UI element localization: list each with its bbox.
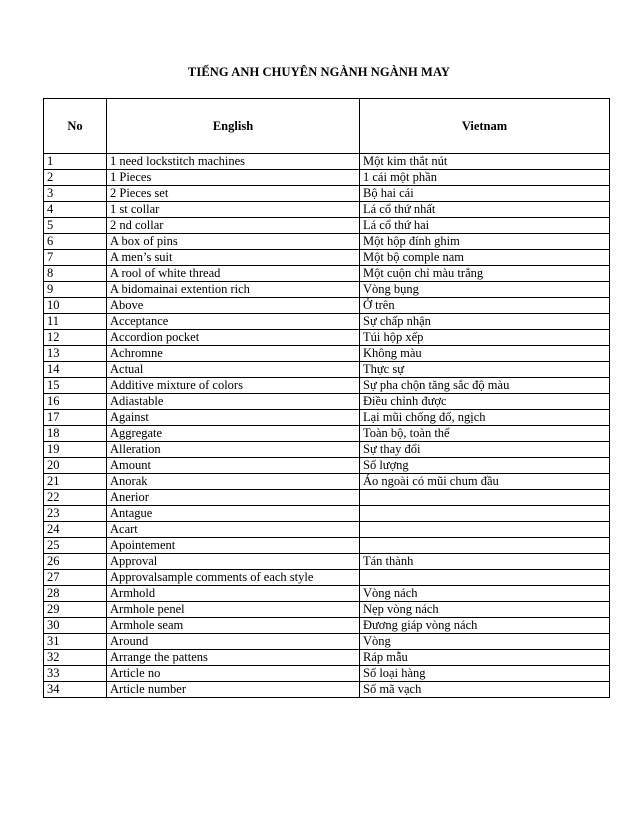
vietnamese-term (360, 570, 610, 586)
vietnamese-term (360, 538, 610, 554)
english-term: A box of pins (107, 234, 360, 250)
row-number: 34 (44, 682, 107, 698)
table-row (44, 490, 610, 506)
english-term: Alleration (107, 442, 360, 458)
vietnamese-term: Sự thay đổi (360, 442, 610, 458)
vietnamese-term: Một cuộn chỉ màu trắng (360, 266, 610, 282)
row-number: 16 (44, 394, 107, 410)
english-term: Approval (107, 554, 360, 570)
row-number: 5 (44, 218, 107, 234)
row-number: 2 (44, 170, 107, 186)
row-number: 31 (44, 634, 107, 650)
table-row (44, 474, 610, 490)
row-number: 32 (44, 650, 107, 666)
table-row (44, 410, 610, 426)
table-row (44, 554, 610, 570)
vietnamese-term: Áo ngoài có mũi chum đầu (360, 474, 610, 490)
english-term: Achromne (107, 346, 360, 362)
row-number: 3 (44, 186, 107, 202)
table-row (44, 458, 610, 474)
row-number: 33 (44, 666, 107, 682)
table-row (44, 506, 610, 522)
table-row (44, 202, 610, 218)
table-row (44, 330, 610, 346)
table-row (44, 266, 610, 282)
vietnamese-term: Vòng (360, 634, 610, 650)
vietnamese-term: Vòng nách (360, 586, 610, 602)
vietnamese-term: Sự chấp nhận (360, 314, 610, 330)
row-number: 1 (44, 154, 107, 170)
row-number: 30 (44, 618, 107, 634)
vietnamese-term: Sự pha chộn tăng sắc độ màu (360, 378, 610, 394)
table-row (44, 314, 610, 330)
row-number: 8 (44, 266, 107, 282)
row-number: 28 (44, 586, 107, 602)
table-row (44, 282, 610, 298)
english-term: 1 need lockstitch machines (107, 154, 360, 170)
table-row (44, 250, 610, 266)
english-term: A rool of white thread (107, 266, 360, 282)
english-term: Adiastable (107, 394, 360, 410)
row-number: 19 (44, 442, 107, 458)
table-row (44, 186, 610, 202)
english-term: Acart (107, 522, 360, 538)
english-term: Armhole seam (107, 618, 360, 634)
english-term: A bidomainai extention rich (107, 282, 360, 298)
vietnamese-term: Một bộ comple nam (360, 250, 610, 266)
vietnamese-term: Lại mũi chống đổ, ngịch (360, 410, 610, 426)
table-row (44, 682, 610, 698)
table-row (44, 378, 610, 394)
row-number: 25 (44, 538, 107, 554)
english-term: Actual (107, 362, 360, 378)
row-number: 21 (44, 474, 107, 490)
table-row (44, 170, 610, 186)
table-row (44, 442, 610, 458)
table-row (44, 666, 610, 682)
vietnamese-term: Số mã vạch (360, 682, 610, 698)
header-no: No (44, 99, 107, 154)
english-term: Anerior (107, 490, 360, 506)
table-row (44, 234, 610, 250)
table-row (44, 426, 610, 442)
header-english: English (107, 99, 360, 154)
vietnamese-term: Thực sự (360, 362, 610, 378)
vietnamese-term: Lá cổ thứ hai (360, 218, 610, 234)
english-term: Article number (107, 682, 360, 698)
row-number: 22 (44, 490, 107, 506)
row-number: 24 (44, 522, 107, 538)
table-body (44, 154, 610, 698)
vietnamese-term: Ở trên (360, 298, 610, 314)
row-number: 18 (44, 426, 107, 442)
vietnamese-term: Toàn bộ, toàn thể (360, 426, 610, 442)
vietnamese-term: Túi hộp xếp (360, 330, 610, 346)
row-number: 27 (44, 570, 107, 586)
row-number: 9 (44, 282, 107, 298)
vietnamese-term: Điều chỉnh được (360, 394, 610, 410)
table-row (44, 570, 610, 586)
english-term: Antague (107, 506, 360, 522)
english-term: Aggregate (107, 426, 360, 442)
row-number: 11 (44, 314, 107, 330)
vietnamese-term: Một hộp đính ghim (360, 234, 610, 250)
row-number: 7 (44, 250, 107, 266)
row-number: 4 (44, 202, 107, 218)
row-number: 14 (44, 362, 107, 378)
english-term: Around (107, 634, 360, 650)
vietnamese-term: Nẹp vòng nách (360, 602, 610, 618)
vietnamese-term: Số loại hàng (360, 666, 610, 682)
row-number: 23 (44, 506, 107, 522)
vietnamese-term: Lá cổ thứ nhất (360, 202, 610, 218)
english-term: Amount (107, 458, 360, 474)
english-term: Accordion pocket (107, 330, 360, 346)
vietnamese-term (360, 522, 610, 538)
english-term: Article no (107, 666, 360, 682)
vietnamese-term: 1 cái một phần (360, 170, 610, 186)
table-row (44, 346, 610, 362)
row-number: 29 (44, 602, 107, 618)
row-number: 10 (44, 298, 107, 314)
english-term: Against (107, 410, 360, 426)
vietnamese-term: Tán thành (360, 554, 610, 570)
english-term: Additive mixture of colors (107, 378, 360, 394)
vietnamese-term: Ráp mẫu (360, 650, 610, 666)
row-number: 12 (44, 330, 107, 346)
english-term: Apointement (107, 538, 360, 554)
table-row (44, 586, 610, 602)
table-row (44, 218, 610, 234)
english-term: 2 nd collar (107, 218, 360, 234)
row-number: 15 (44, 378, 107, 394)
english-term: A men’s suit (107, 250, 360, 266)
table-row (44, 602, 610, 618)
english-term: 1 Pieces (107, 170, 360, 186)
table-row (44, 298, 610, 314)
row-number: 20 (44, 458, 107, 474)
english-term: 2 Pieces set (107, 186, 360, 202)
english-term: Above (107, 298, 360, 314)
english-term: 1 st collar (107, 202, 360, 218)
vietnamese-term: Đương giáp vòng nách (360, 618, 610, 634)
row-number: 26 (44, 554, 107, 570)
vietnamese-term: Bộ hai cái (360, 186, 610, 202)
document-title: TIẾNG ANH CHUYÊN NGÀNH NGÀNH MAY (187, 65, 451, 79)
table-row (44, 154, 610, 170)
table-row (44, 362, 610, 378)
table-header-row (44, 99, 610, 154)
table-row (44, 394, 610, 410)
table-row (44, 522, 610, 538)
row-number: 6 (44, 234, 107, 250)
table-row (44, 618, 610, 634)
row-number: 13 (44, 346, 107, 362)
english-term: Approvalsample comments of each style (107, 570, 360, 586)
english-term: Arrange the pattens (107, 650, 360, 666)
table-row (44, 538, 610, 554)
english-term: Armhold (107, 586, 360, 602)
english-term: Armhole penel (107, 602, 360, 618)
vietnamese-term: Không màu (360, 346, 610, 362)
header-vietnam: Vietnam (360, 99, 610, 154)
vietnamese-term (360, 490, 610, 506)
glossary-table (43, 98, 610, 698)
vietnamese-term: Vòng bụng (360, 282, 610, 298)
vietnamese-term: Số lượng (360, 458, 610, 474)
vietnamese-term (360, 506, 610, 522)
row-number: 17 (44, 410, 107, 426)
table-row (44, 634, 610, 650)
english-term: Acceptance (107, 314, 360, 330)
vietnamese-term: Một kim thắt nút (360, 154, 610, 170)
table-row (44, 650, 610, 666)
english-term: Anorak (107, 474, 360, 490)
